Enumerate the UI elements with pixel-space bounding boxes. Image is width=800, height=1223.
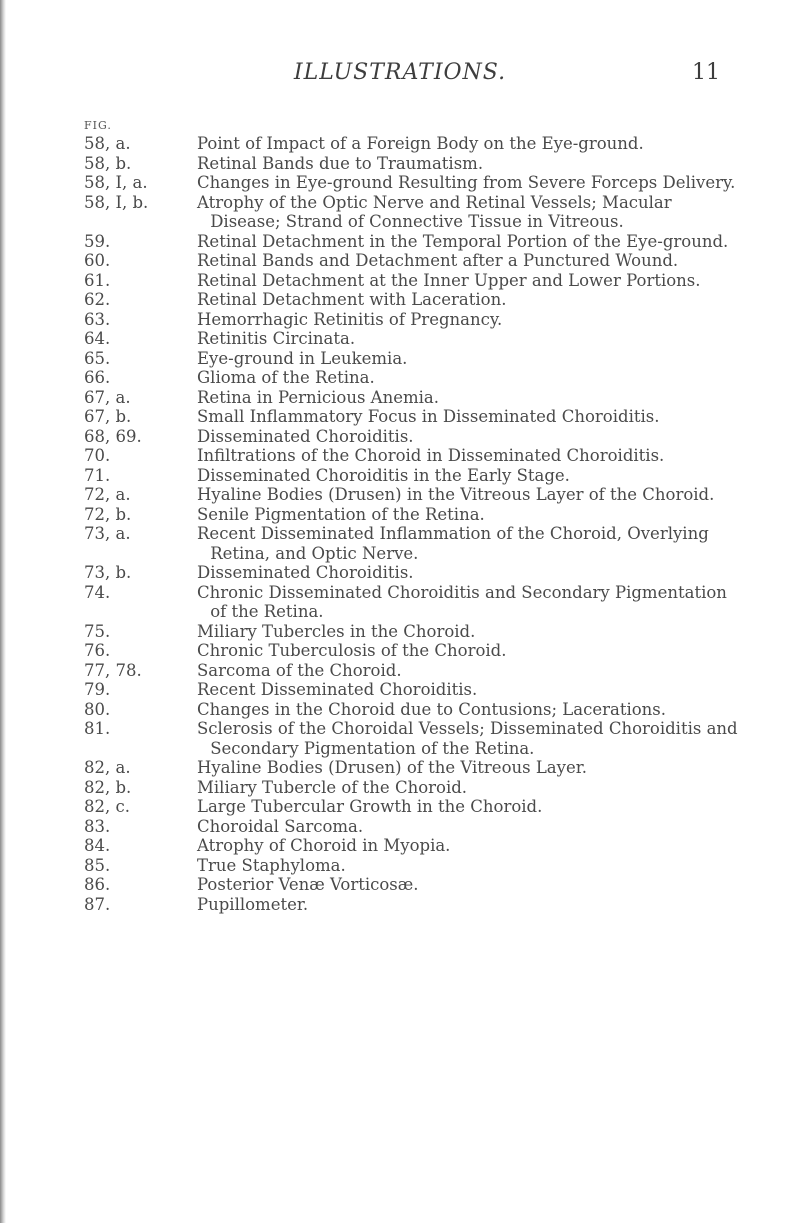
list-item: [0, 271, 800, 291]
figure-description: Hemorrhagic Retinitis of Pregnancy.: [197, 309, 503, 329]
list-item: [0, 388, 800, 408]
list-item: [0, 583, 800, 622]
figure-number: 58, a.: [84, 134, 131, 153]
figure-number: 70.: [84, 446, 111, 465]
figure-number: 79.: [84, 680, 111, 699]
figure-description: True Staphyloma.: [197, 855, 346, 875]
figure-number: 59.: [84, 231, 111, 251]
figure-number: 58, I, a.: [84, 173, 148, 192]
figure-description: Sclerosis of the Choroidal Vessels; Disseminated Choroiditis and Secondary Pigmentation of the Retina.: [197, 719, 738, 758]
figure-number: 84.: [84, 836, 111, 855]
illustration-list: [0, 134, 800, 914]
fig-column-label: FIG.: [84, 119, 112, 132]
list-item: [0, 856, 800, 876]
figure-description: Eye-ground in Leukemia.: [197, 348, 408, 368]
list-item: [0, 232, 800, 252]
figure-number: 66.: [84, 368, 111, 387]
figure-description: Posterior Venæ Vorticosæ.: [197, 875, 419, 894]
list-item: [0, 700, 800, 720]
list-item: [0, 446, 800, 466]
figure-description: Hyaline Bodies (Drusen) of the Vitreous Layer.: [197, 758, 588, 777]
list-item: [0, 290, 800, 310]
figure-number: 63.: [84, 309, 111, 329]
figure-description: Glioma of the Retina.: [197, 368, 375, 387]
figure-number: 58, b.: [84, 153, 132, 173]
figure-description: Retinitis Circinata.: [197, 329, 356, 348]
figure-number: 82, b.: [84, 777, 132, 797]
figure-description: Point of Impact of a Foreign Body on the Eye-ground.: [197, 134, 644, 153]
list-item: [0, 563, 800, 583]
list-item: [0, 817, 800, 837]
figure-number: 60.: [84, 251, 111, 270]
figure-number: 87.: [84, 894, 111, 914]
figure-number: 76.: [84, 641, 111, 660]
running-title: ILLUSTRATIONS.: [293, 60, 507, 85]
figure-description: Recent Disseminated Choroiditis.: [197, 680, 478, 699]
figure-description: Disseminated Choroiditis.: [197, 563, 414, 582]
list-item: [0, 680, 800, 700]
figure-number: 58, I, b.: [84, 192, 149, 212]
figure-number: 62.: [84, 290, 111, 309]
figure-number: 67, b.: [84, 407, 132, 426]
list-item: [0, 329, 800, 349]
figure-description: Pupillometer.: [197, 894, 309, 914]
figure-description: Changes in the Choroid due to Contusions; Lacerations.: [197, 699, 666, 719]
figure-number: 73, a.: [84, 524, 131, 543]
list-item: [0, 797, 800, 817]
figure-description: Chronic Tuberculosis of the Choroid.: [197, 641, 507, 660]
list-item: [0, 368, 800, 388]
figure-description: Retinal Detachment at the Inner Upper and Lower Portions.: [197, 270, 701, 290]
figure-number: 73, b.: [84, 563, 132, 582]
figure-description: Miliary Tubercles in the Choroid.: [197, 621, 476, 641]
list-item: [0, 895, 800, 915]
figure-description: Retinal Detachment in the Temporal Portion of the Eye-ground.: [197, 231, 729, 251]
figure-number: 81.: [84, 719, 111, 738]
list-item: [0, 134, 800, 154]
list-item: [0, 310, 800, 330]
list-item: [0, 622, 800, 642]
list-item: [0, 778, 800, 798]
list-item: [0, 719, 800, 758]
figure-number: 68, 69.: [84, 426, 142, 446]
figure-number: 72, a.: [84, 485, 131, 504]
list-item: [0, 875, 800, 895]
figure-number: 86.: [84, 875, 111, 894]
list-item: [0, 836, 800, 856]
figure-description: Senile Pigmentation of the Retina.: [197, 504, 485, 524]
figure-description: Retinal Bands due to Traumatism.: [197, 153, 484, 173]
list-item: [0, 251, 800, 271]
figure-description: Infiltrations of the Choroid in Disseminated Choroiditis.: [197, 446, 665, 465]
list-item: [0, 505, 800, 525]
list-item: [0, 485, 800, 505]
list-item: [0, 193, 800, 232]
figure-description: Atrophy of the Optic Nerve and Retinal Vessels; Macular Disease; Strand of Connective Tissue in Vitreous.: [197, 192, 672, 231]
figure-number: 72, b.: [84, 504, 132, 524]
list-item: [0, 661, 800, 681]
list-item: [0, 466, 800, 486]
figure-number: 85.: [84, 855, 111, 875]
figure-description: Retinal Detachment with Laceration.: [197, 290, 507, 309]
figure-description: Disseminated Choroiditis in the Early Stage.: [197, 465, 570, 485]
figure-description: Changes in Eye-ground Resulting from Severe Forceps Delivery.: [197, 173, 736, 192]
figure-description: Disseminated Choroiditis.: [197, 426, 414, 446]
figure-number: 65.: [84, 348, 111, 368]
figure-description: Chronic Disseminated Choroiditis and Secondary Pigmentation of the Retina.: [197, 582, 727, 621]
figure-number: 82, c.: [84, 797, 130, 816]
figure-description: Atrophy of Choroid in Myopia.: [197, 836, 451, 855]
list-item: [0, 524, 800, 563]
list-item: [0, 154, 800, 174]
figure-number: 77, 78.: [84, 660, 142, 680]
figure-description: Small Inflammatory Focus in Disseminated Choroiditis.: [197, 407, 660, 426]
figure-description: Retinal Bands and Detachment after a Punctured Wound.: [197, 251, 679, 270]
list-item: [0, 407, 800, 427]
page-number: 11: [692, 60, 720, 85]
figure-description: Miliary Tubercle of the Choroid.: [197, 777, 468, 797]
list-item: [0, 758, 800, 778]
figure-number: 83.: [84, 816, 111, 836]
figure-description: Retina in Pernicious Anemia.: [197, 387, 439, 407]
figure-number: 75.: [84, 621, 111, 641]
figure-description: Choroidal Sarcoma.: [197, 816, 364, 836]
figure-number: 61.: [84, 270, 111, 290]
figure-number: 80.: [84, 699, 111, 719]
list-item: [0, 641, 800, 661]
list-item: [0, 173, 800, 193]
list-item: [0, 349, 800, 369]
figure-number: 71.: [84, 465, 111, 485]
figure-number: 64.: [84, 329, 111, 348]
running-head: [0, 60, 800, 92]
figure-number: 67, a.: [84, 387, 131, 407]
list-item: [0, 427, 800, 447]
figure-description: Sarcoma of the Choroid.: [197, 660, 402, 680]
figure-number: 74.: [84, 582, 111, 602]
figure-number: 82, a.: [84, 758, 131, 777]
figure-description: Hyaline Bodies (Drusen) in the Vitreous Layer of the Choroid.: [197, 485, 715, 504]
figure-description: Large Tubercular Growth in the Choroid.: [197, 797, 543, 816]
figure-description: Recent Disseminated Inflammation of the Choroid, Overlying Retina, and Optic Nerve.: [197, 524, 709, 563]
